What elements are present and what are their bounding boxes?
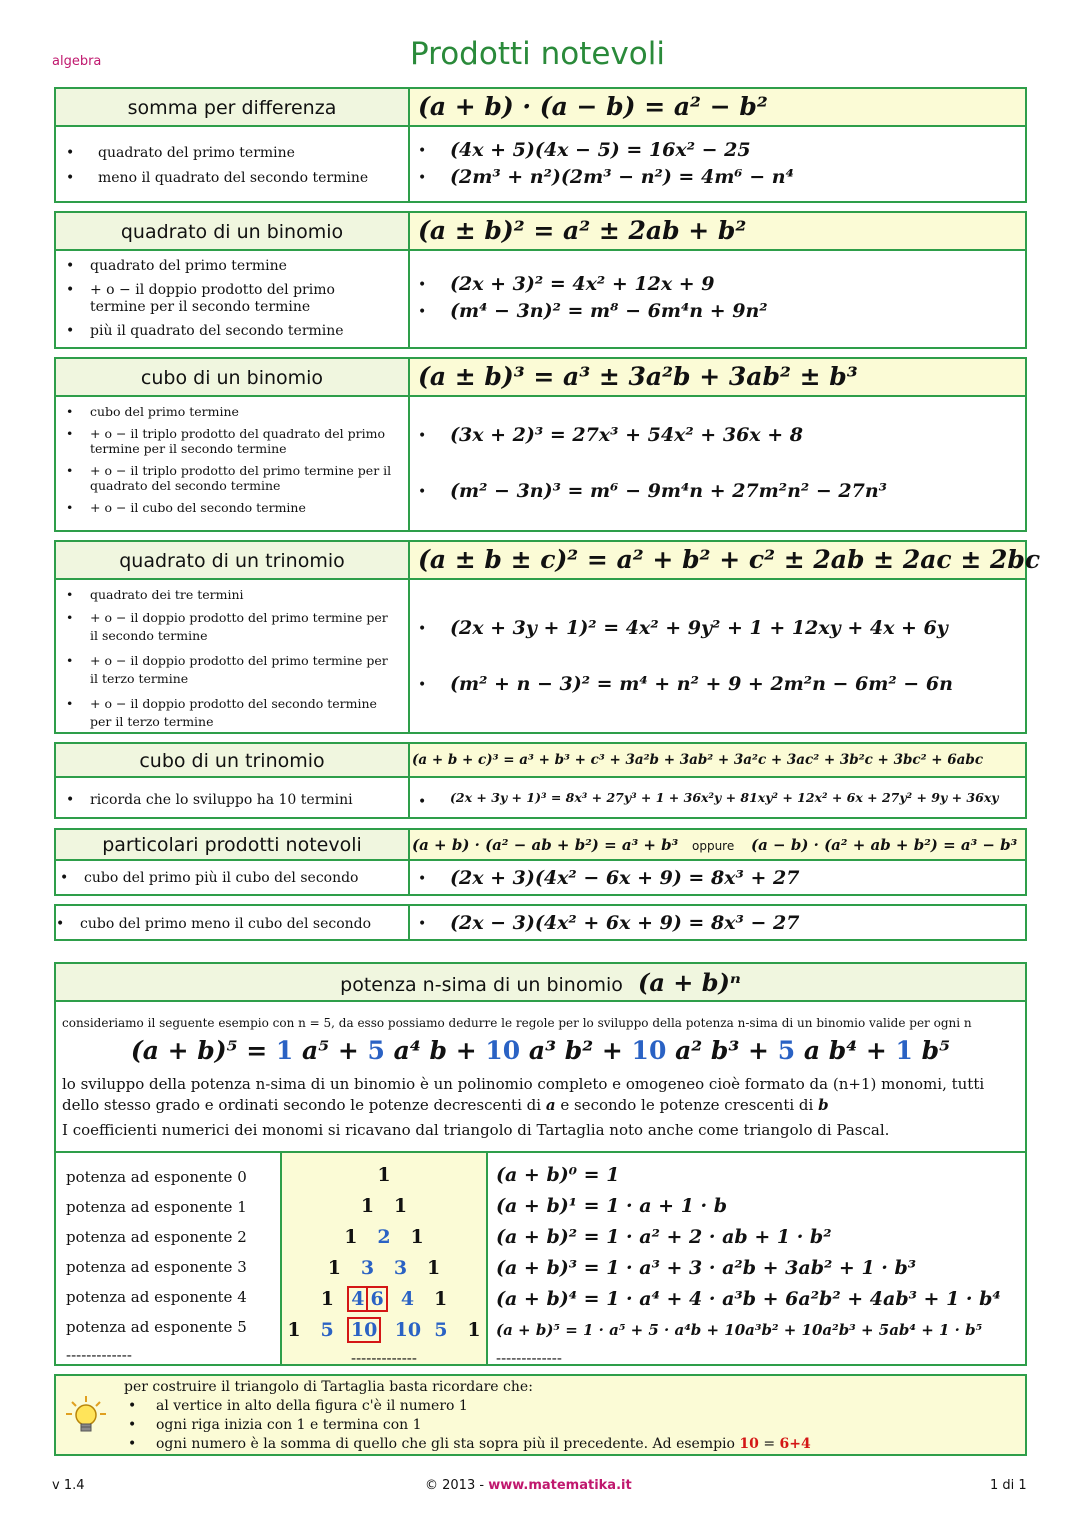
description-item: • quadrato dei tre termini bbox=[56, 587, 396, 602]
exponent-label: potenza ad esponente 4 bbox=[66, 1288, 247, 1306]
triangle-number: 5 bbox=[320, 1319, 334, 1341]
example-item: • (2x + 3y + 1)³ = 8x³ + 27y³ + 1 + 36x²y + 81xy² + 12x² + 6x + 27y² + 9y + 36xy bbox=[408, 790, 999, 805]
term: b⁵ bbox=[921, 1036, 951, 1065]
coefficient: 10 bbox=[631, 1036, 667, 1065]
description-item: • + o − il doppio prodotto del secondo termine per il terzo termine bbox=[56, 695, 396, 731]
description-item: • + o − il doppio prodotto del primo termine per il secondo termine bbox=[56, 282, 402, 316]
explanation-text: e secondo le potenze crescenti di bbox=[560, 1096, 814, 1114]
description-item: • cubo del primo termine bbox=[56, 404, 396, 419]
example-item: • (m⁴ − 3n)² = m⁸ − 6m⁴n + 9n² bbox=[408, 300, 768, 322]
description-list bbox=[50, 870, 400, 887]
section-particolari bbox=[54, 828, 1027, 896]
triangle-number-highlight: 6 bbox=[368, 1286, 387, 1312]
description-item: • + o − il triplo prodotto del quadrato del primo termine per il secondo termine bbox=[56, 426, 396, 456]
triangle-number: 1 bbox=[393, 1195, 408, 1217]
triangle-number: 10 bbox=[394, 1319, 422, 1341]
note-item: • al vertice in alto della figura c'è il numero 1 bbox=[118, 1397, 1018, 1416]
section-formula: (a + b) · (a − b) = a² − b² bbox=[418, 92, 768, 121]
section-title: quadrato di un binomio bbox=[120, 221, 344, 243]
term: a² b³ + bbox=[675, 1036, 769, 1065]
example-item: • (m² + n − 3)² = m⁴ + n² + 9 + 2m²n − 6m² − 6n bbox=[408, 673, 953, 695]
description-item: • quadrato del primo termine bbox=[56, 258, 402, 275]
description-item: • quadrato del primo termine bbox=[56, 145, 406, 162]
section-quadrato-binomio bbox=[54, 211, 1027, 349]
description-item: • + o − il doppio prodotto del primo termine per il secondo termine bbox=[56, 609, 396, 645]
triangle-number: 1 bbox=[327, 1257, 341, 1279]
description-item: • + o − il doppio prodotto del primo termine per il terzo termine bbox=[56, 652, 396, 688]
example-item: • (2x + 3)(4x² − 6x + 9) = 8x³ + 27 bbox=[408, 867, 799, 889]
term: a³ b² + bbox=[528, 1036, 623, 1065]
triangle-number: 1 bbox=[377, 1164, 391, 1186]
triangle-number: 1 bbox=[410, 1226, 424, 1248]
term: a⁵ + bbox=[302, 1036, 359, 1065]
triangle-number: 1 bbox=[287, 1319, 301, 1341]
description-list bbox=[56, 587, 396, 731]
description-item: • cubo del primo meno il cubo del secondo bbox=[46, 916, 396, 933]
exponent-label: potenza ad esponente 3 bbox=[66, 1258, 247, 1276]
example-item: • (2m³ + n²)(2m³ − n²) = 4m⁶ − n⁴ bbox=[408, 166, 794, 188]
oppure-label: oppure bbox=[692, 839, 735, 853]
triangle-number: 1 bbox=[427, 1257, 441, 1279]
coefficient: 5 bbox=[367, 1036, 385, 1065]
section-title: quadrato di un trinomio bbox=[119, 550, 345, 572]
triangle-number: 3 bbox=[393, 1257, 408, 1279]
triangle-number: 5 bbox=[434, 1319, 448, 1341]
triangle-row bbox=[282, 1284, 486, 1315]
example-item: • (2x − 3)(4x² + 6x + 9) = 8x³ − 27 bbox=[408, 912, 799, 934]
section-title: cubo di un binomio bbox=[140, 367, 324, 389]
coefficient: 1 bbox=[275, 1036, 294, 1065]
exponent-label: potenza ad esponente 5 bbox=[66, 1318, 247, 1336]
section-quadrato-trinomio bbox=[54, 540, 1041, 734]
description-item: • meno il quadrato del secondo termine bbox=[56, 170, 406, 187]
triangle-number: 1 bbox=[467, 1319, 481, 1341]
expansion-formula: (a + b)⁵ = 1 · a⁵ + 5 · a⁴b + 10a³b² + 10a²b³ + 5ab⁴ + 1 · b⁵ bbox=[496, 1321, 983, 1339]
description-list bbox=[56, 792, 406, 809]
example-list bbox=[408, 273, 768, 322]
description-item: • più il quadrato del secondo termine bbox=[56, 323, 402, 340]
section-cubo-binomio bbox=[54, 357, 1027, 532]
description-item: • + o − il cubo del secondo termine bbox=[56, 500, 396, 515]
section-formula: (a ± b)² = a² ± 2ab + b² bbox=[418, 216, 747, 245]
triangle-row bbox=[282, 1160, 486, 1191]
dashes: ------------- bbox=[351, 1349, 417, 1367]
note-list bbox=[118, 1397, 1018, 1454]
site-link[interactable]: www.matematika.it bbox=[488, 1478, 632, 1493]
example-item: • (2x + 3y + 1)² = 4x² + 9y² + 1 + 12xy + 4x + 6y bbox=[408, 617, 953, 639]
dashes: ------------- bbox=[66, 1346, 132, 1364]
intro-text: consideriamo il seguente esempio con n = 5, da esso possiamo dedurre le regole per lo sviluppo della potenza n-sima di un binomio valide per ogni n bbox=[62, 1016, 972, 1030]
expansion-formula: (a + b)⁰ = 1 bbox=[496, 1164, 620, 1186]
note-item: • ogni riga inizia con 1 e termina con 1 bbox=[118, 1416, 1018, 1435]
coefficient: 5 bbox=[777, 1036, 796, 1065]
big-formula-lhs: (a + b)⁵ = bbox=[130, 1036, 268, 1065]
example-list bbox=[408, 867, 799, 889]
note-example: 10 bbox=[739, 1436, 759, 1452]
note-example: 6+4 bbox=[779, 1436, 811, 1452]
description-item: • ricorda che lo sviluppo ha 10 termini bbox=[56, 792, 406, 809]
section-title: somma per differenza bbox=[127, 97, 337, 119]
exponent-label: potenza ad esponente 1 bbox=[66, 1198, 247, 1216]
exponent-labels bbox=[66, 1162, 276, 1368]
note-box bbox=[54, 1374, 1027, 1456]
big-formula bbox=[56, 1036, 1025, 1065]
explanation-text: lo sviluppo della potenza n-sima di un binomio è un polinomio completo e omogeneo cioè formato da (n+1) monomi, tutti dello stesso grado e ordinati secondo le potenze decrescenti di bbox=[62, 1075, 985, 1114]
page-title: Prodotti notevoli bbox=[410, 36, 665, 72]
coefficient: 10 bbox=[485, 1036, 521, 1065]
example-item: • (4x + 5)(4x − 5) = 16x² − 25 bbox=[408, 139, 794, 161]
triangle-number-highlight: 10 bbox=[347, 1317, 381, 1343]
coefficient: 1 bbox=[895, 1036, 913, 1065]
section-formula: (a ± b)³ = a³ ± 3a²b + 3ab² ± b³ bbox=[418, 362, 858, 391]
section-potenza-n bbox=[54, 962, 1027, 1366]
term: a⁴ b + bbox=[393, 1036, 477, 1065]
dashes: ------------- bbox=[496, 1349, 562, 1367]
example-list bbox=[408, 139, 794, 188]
section-title: potenza n-sima di un binomio bbox=[340, 974, 623, 996]
triangle-row bbox=[282, 1315, 486, 1346]
triangle-number: 4 bbox=[400, 1288, 415, 1310]
section-title: particolari prodotti notevoli bbox=[102, 834, 362, 856]
section-formula: (a + b + c)³ = a³ + b³ + c³ + 3a²b + 3ab² + 3a²c + 3ac² + 3b²c + 3bc² + 6abc bbox=[412, 752, 984, 768]
expansion-formula: (a + b)¹ = 1 · a + 1 · b bbox=[496, 1195, 728, 1217]
term: a b⁴ + bbox=[803, 1036, 887, 1065]
section-particolari-diff bbox=[54, 904, 1027, 941]
triangle-number: 1 bbox=[360, 1195, 375, 1217]
description-item: • + o − il triplo prodotto del primo termine per il quadrato del secondo termine bbox=[56, 463, 396, 493]
triangle-number: 2 bbox=[377, 1226, 391, 1248]
section-formula: (a ± b ± c)² = a² + b² + c² ± 2ab ± 2ac ± 2bc bbox=[418, 545, 1041, 574]
description-list bbox=[56, 404, 396, 515]
triangle-row bbox=[282, 1253, 486, 1284]
expansion-formula: (a + b)³ = 1 · a³ + 3 · a²b + 3ab² + 1 · b³ bbox=[496, 1257, 917, 1279]
note-text: ogni numero è la somma di quello che gli sta sopra più il precedente. Ad esempio bbox=[156, 1436, 735, 1452]
triangle-number-highlight: 4 bbox=[347, 1286, 368, 1312]
lightbulb-icon bbox=[64, 1394, 108, 1438]
description-item: • cubo del primo più il cubo del secondo bbox=[50, 870, 400, 887]
example-list bbox=[408, 424, 887, 502]
exponent-label: potenza ad esponente 2 bbox=[66, 1228, 247, 1246]
example-item: • (m² − 3n)³ = m⁶ − 9m⁴n + 27m²n² − 27n³ bbox=[408, 480, 887, 502]
copyright bbox=[425, 1478, 632, 1493]
tartaglia-triangle bbox=[282, 1160, 486, 1370]
section-cubo-trinomio bbox=[54, 742, 1027, 819]
triangle-number: 1 bbox=[434, 1288, 448, 1310]
expansion-formulas bbox=[496, 1160, 1001, 1370]
section-title: cubo di un trinomio bbox=[139, 750, 325, 772]
example-item: • (3x + 2)³ = 27x³ + 54x² + 36x + 8 bbox=[408, 424, 887, 446]
description-list bbox=[56, 145, 406, 187]
tartaglia-paragraph: I coefficienti numerici dei monomi si ricavano dal triangolo di Tartaglia noto anche come triangolo di Pascal. bbox=[62, 1121, 890, 1139]
example-item: • (2x + 3)² = 4x² + 12x + 9 bbox=[408, 273, 768, 295]
version-label: v 1.4 bbox=[52, 1478, 85, 1493]
example-list bbox=[408, 912, 799, 934]
note-intro: per costruire il triangolo di Tartaglia basta ricordare che: bbox=[124, 1379, 533, 1395]
section-somma-differenza bbox=[54, 87, 1027, 203]
note-item bbox=[118, 1435, 1018, 1454]
triangle-number: 1 bbox=[344, 1226, 358, 1248]
exponent-label: potenza ad esponente 0 bbox=[66, 1168, 247, 1186]
triangle-number: 3 bbox=[360, 1257, 375, 1279]
explanation-paragraph: lo sviluppo della potenza n-sima di un binomio è un polinomio completo e omogeneo cioè formato da (n+1) monomi, tutti dello stesso grado e ordinati secondo le potenze decrescenti di a e secondo le potenze crescenti di b bbox=[62, 1075, 985, 1114]
expansion-formula: (a + b)⁴ = 1 · a⁴ + 4 · a³b + 6a²b² + 4ab³ + 1 · b⁴ bbox=[496, 1288, 1001, 1310]
triangle-number: 1 bbox=[320, 1288, 334, 1310]
page-number: 1 di 1 bbox=[990, 1478, 1027, 1493]
category-label: algebra bbox=[52, 54, 102, 69]
example-list bbox=[408, 790, 999, 805]
expansion-formula: (a + b)² = 1 · a² + 2 · ab + 1 · b² bbox=[496, 1226, 832, 1248]
section-title-formula: (a + b)ⁿ bbox=[637, 968, 741, 997]
note-equals: = bbox=[763, 1436, 776, 1452]
section-formula-sum: (a + b) · (a² − ab + b²) = a³ + b³ bbox=[412, 836, 679, 854]
copyright-text: © 2013 - bbox=[425, 1478, 485, 1493]
triangle-row bbox=[282, 1191, 486, 1222]
description-list bbox=[56, 258, 402, 340]
description-list bbox=[46, 916, 396, 933]
section-formula-diff: (a − b) · (a² + ab + b²) = a³ − b³ bbox=[751, 836, 1018, 854]
example-list bbox=[408, 617, 953, 695]
triangle-row bbox=[282, 1222, 486, 1253]
